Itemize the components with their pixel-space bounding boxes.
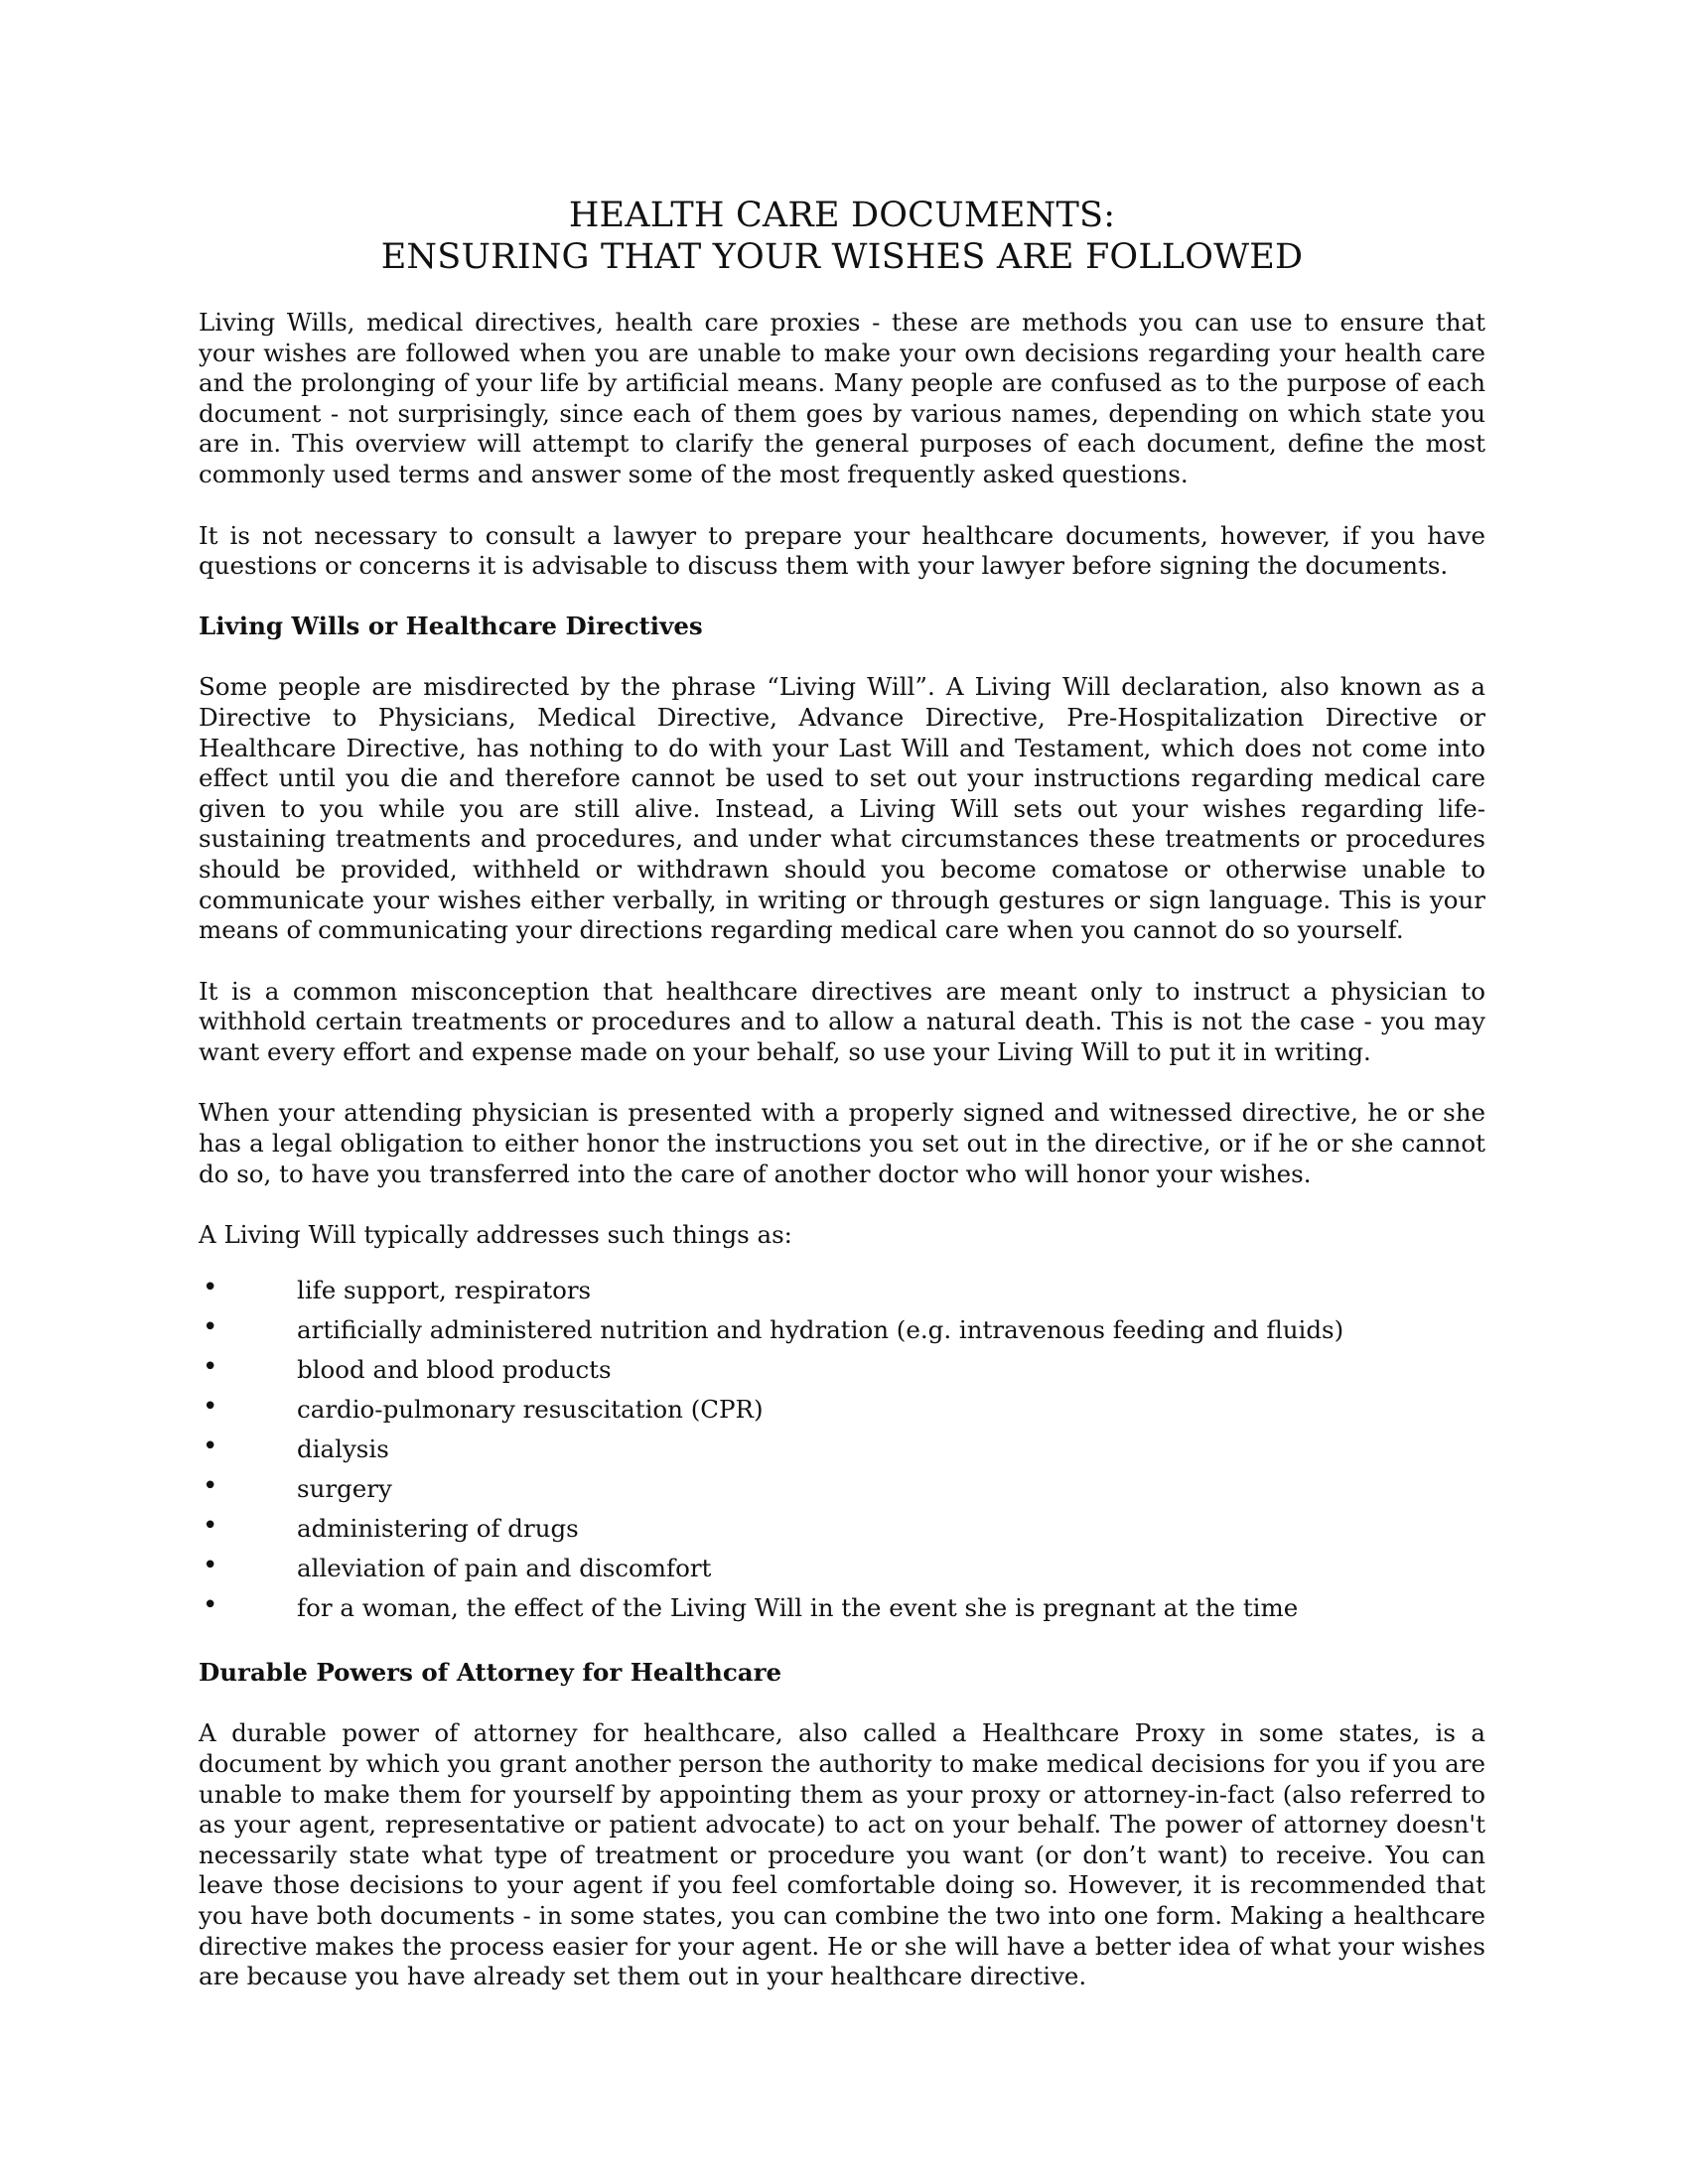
bullet-icon: • [203,1311,218,1342]
list-item [199,1390,1485,1430]
misconception-paragraph: It is a common misconception that healthcare directives are meant only to instruct a physician to withhold certain treatments or procedures and to allow a natural death. This is not the case - you may want every effort and expense made on your behalf, so use your Living Will to put it in writing. [199,976,1485,1066]
bullet-icon: • [203,1550,218,1580]
title-line-1: HEALTH CARE DOCUMENTS: [568,196,1116,235]
bullet-icon: • [203,1470,218,1501]
bullet-icon: • [203,1391,218,1422]
list-item [199,1509,1485,1549]
list-item [199,1310,1485,1350]
list-item-text: surgery [297,1473,392,1503]
list-lead-text: A Living Will typically addresses such things as: [199,1220,792,1250]
bullet-icon: • [203,1272,218,1302]
list-item [199,1350,1485,1390]
bullet-icon: • [203,1510,218,1541]
list-item [199,1549,1485,1588]
bullet-icon: • [203,1589,218,1620]
document-title [199,195,1485,278]
physician-obligation-paragraph: When your attending physician is presented with a properly signed and witnessed directive, he or she has a legal obligation to either honor the instructions you set out in the directive, or if he or she cannot do so, to have you transferred into the care of another doctor who will honor your wishes. [199,1098,1485,1188]
lawyer-advice-paragraph: It is not necessary to consult a lawyer to prepare your healthcare documents, however, if you have questions or concerns it is advisable to discuss them with your lawyer before signing the documents. [199,520,1485,581]
list-item [199,1430,1485,1469]
list-item-text: for a woman, the effect of the Living Will in the event she is pregnant at the time [297,1592,1299,1622]
list-item-text: blood and blood products [297,1354,612,1384]
living-will-topics-list [199,1271,1485,1628]
title-line-2: ENSURING THAT YOUR WISHES ARE FOLLOWED [380,237,1304,277]
list-item-text: artificially administered nutrition and hydration (e.g. intravenous feeding and fluids) [297,1314,1344,1344]
list-item-text: life support, respirators [297,1275,592,1304]
section-heading-living-wills: Living Wills or Healthcare Directives [199,611,703,640]
durable-poa-paragraph: A durable power of attorney for healthcare, also called a Healthcare Proxy in some states, is a document by which you grant another person the authority to make medical decisions for you if you are unable to make them for yourself by appointing them as your proxy or attorney-in-fact (also referred to as your agent, representative or patient advocate) to act on your behalf. The power of attorney doesn't necessarily state what type of treatment or procedure you want (or don’t want) to receive. You can leave those decisions to your agent if you feel comfortable doing so. However, it is recommended that you have both documents - in some states, you can combine the two into one form. Making a healthcare directive makes the process easier for your agent. He or she will have a better idea of what your wishes are because you have already set them out in your healthcare directive. [199,1718,1485,1991]
living-will-definition-paragraph: Some people are misdirected by the phrase “Living Will”. A Living Will declaration, also known as a Directive to Physicians, Medical Directive, Advance Directive, Pre-Hospitalization Directive or Healthcare Directive, has nothing to do with your Last Will and Testament, which does not come into effect until you die and therefore cannot be used to set out your instructions regarding medical care given to you while you are still alive. Instead, a Living Will sets out your wishes regarding life-sustaining treatments and procedures, and under what circumstances these treatments or procedures should be provided, withheld or withdrawn should you become comatose or otherwise unable to communicate your wishes either verbally, in writing or through gestures or sign language. This is your means of communicating your directions regarding medical care when you cannot do so yourself. [199,672,1485,945]
section-heading-durable-poa: Durable Powers of Attorney for Healthcare [199,1657,782,1687]
intro-paragraph: Living Wills, medical directives, health care proxies - these are methods you can use to ensure that your wishes are followed when you are unable to make your own decisions regarding your health care and the prolonging of your life by artificial means. Many people are confused as to the purpose of each document - not surprisingly, since each of them goes by various names, depending on which state you are in. This overview will attempt to clarify the general purposes of each document, define the most commonly used terms and answer some of the most frequently asked questions. [199,308,1485,488]
list-item [199,1469,1485,1509]
list-item-text: dialysis [297,1433,389,1463]
list-item [199,1271,1485,1310]
document-body [199,195,1485,1992]
list-item-text: alleviation of pain and discomfort [297,1553,712,1582]
bullet-icon: • [203,1351,218,1382]
bullet-icon: • [203,1431,218,1461]
list-item [199,1588,1485,1628]
list-item-text: administering of drugs [297,1513,579,1543]
list-item-text: cardio-pulmonary resuscitation (CPR) [297,1394,764,1424]
